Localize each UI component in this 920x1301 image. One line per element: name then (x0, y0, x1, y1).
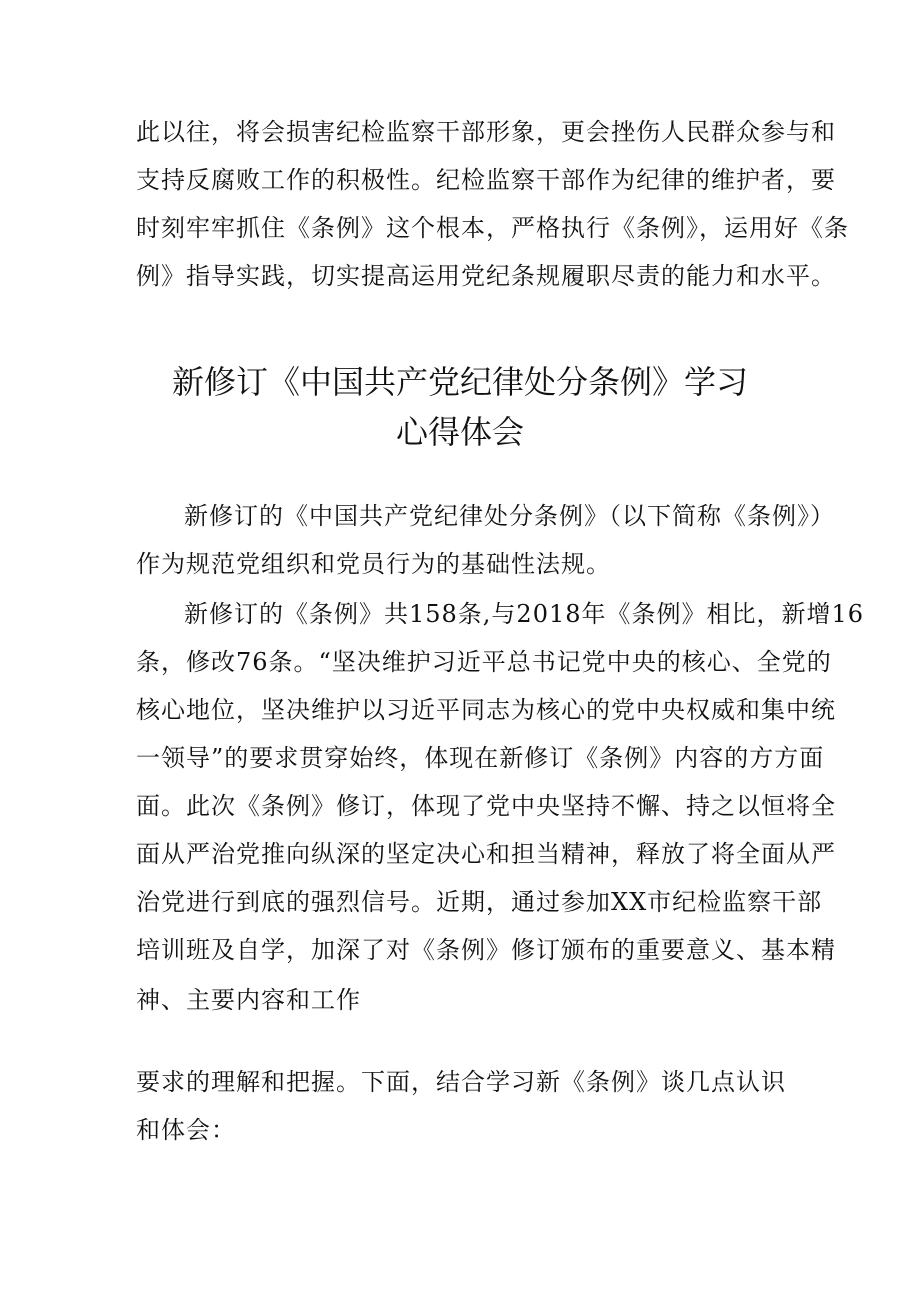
document-title-line-2: 心得体会 (395, 413, 524, 451)
text-line: 新修订的《中国共产党纪律处分条例》（以下简称《条例》） (184, 502, 835, 530)
text-line: 一领导”的要求贯穿始终，体现在新修订《条例》内容的方方面 (136, 744, 825, 772)
text-line: 例》指导实践，切实提高运用党纪条规履职尽责的能力和水平。 (136, 262, 836, 290)
text-line: 和体会： (136, 1116, 236, 1144)
text-line: 核心地位，坚决维护以习近平同志为核心的党中央权威和集中统 (136, 696, 836, 724)
text-line: 面。此次《条例》修订，体现了党中央坚持不懈、持之以恒将全 (136, 792, 836, 820)
text-line: 作为规范党组织和党员行为的基础性法规。 (136, 550, 611, 578)
text-line: 神、主要内容和工作 (136, 986, 361, 1014)
text-line: 要求的理解和把握。下面，结合学习新《条例》谈几点认识 (136, 1068, 786, 1096)
text-line: 治党进行到底的强烈信号。近期，通过参加XX市纪检监察干部 (136, 888, 823, 916)
text-line: 新修订的《条例》共158条,与2018年《条例》相比，新增16 (184, 600, 865, 628)
text-line: 时刻牢牢抓住《条例》这个根本，严格执行《条例》，运用好《条 (136, 214, 849, 242)
text-line: 面从严治党推向纵深的坚定决心和担当精神，释放了将全面从严 (136, 840, 836, 868)
text-line: 此以往，将会损害纪检监察干部形象，更会挫伤人民群众参与和 (136, 118, 836, 146)
text-line: 培训班及自学，加深了对《条例》修订颁布的重要意义、基本精 (136, 936, 836, 964)
text-line: 条，修改76条。“坚决维护习近平总书记党中央的核心、全党的 (136, 648, 832, 676)
text-line: 支持反腐败工作的积极性。纪检监察干部作为纪律的维护者，要 (136, 166, 836, 194)
document-title-line-1: 新修订《中国共产党纪律处分条例》学习 (171, 363, 748, 401)
